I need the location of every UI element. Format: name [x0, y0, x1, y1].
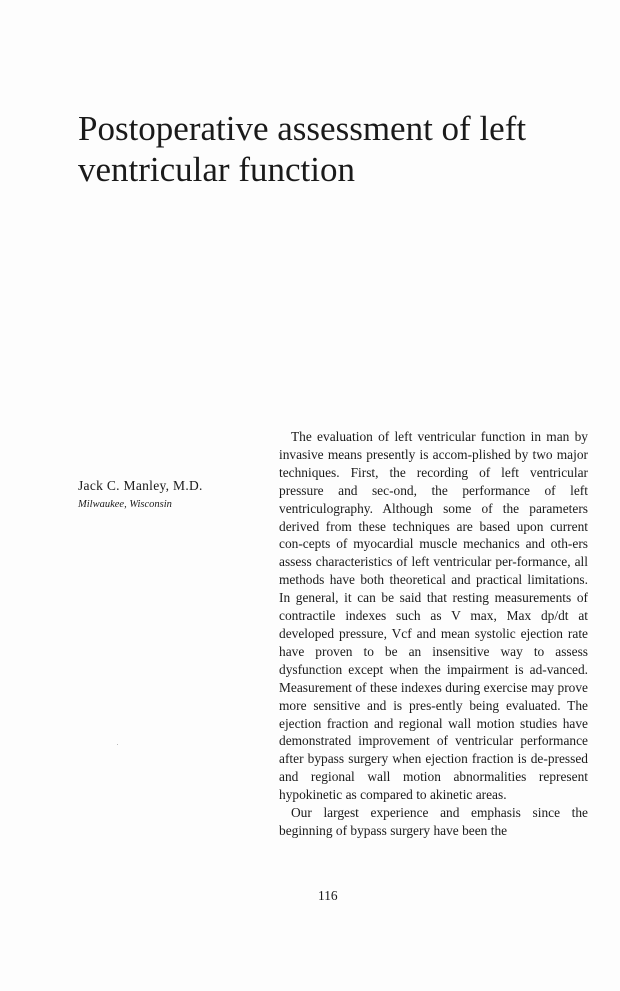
author-affiliation: Milwaukee, Wisconsin	[78, 499, 172, 510]
article-title: Postoperative assessment of left ventricular function	[78, 109, 527, 189]
print-speck	[117, 744, 118, 745]
article-body	[279, 428, 588, 840]
author-name: Jack C. Manley, M.D.	[78, 478, 203, 493]
page-number: 116	[318, 888, 338, 903]
body-paragraph: Our largest experience and emphasis since the beginning of bypass surgery have been the	[279, 805, 588, 838]
body-paragraph: The evaluation of left ventricular function in man by invasive means presently is accom-plished by two major techniques. First, the recording of left ventricular pressure and sec-ond, the performance of left ventriculography. Although some of the parameters derived from these techniques are based upon current con-cepts of myocardial muscle mechanics and oth-ers assess characteristics of left ventricular per-formance, all methods have both theoretical and practical limitations. In general, it can be said that resting measurements of contractile indexes such as V max, Max dp/dt at developed pressure, Vcf and mean systolic ejection rate have proven to be an insensitive way to assess dysfunction except when the impairment is ad-vanced. Measurement of these indexes during exercise may prove more sensitive and is pres-ently being evaluated. The ejection fraction and regional wall motion studies have demonstrated improvement of ventricular performance after bypass surgery when ejection fraction is de-pressed and regional wall motion abnormalities represent hypokinetic as compared to akinetic areas.	[279, 429, 588, 803]
